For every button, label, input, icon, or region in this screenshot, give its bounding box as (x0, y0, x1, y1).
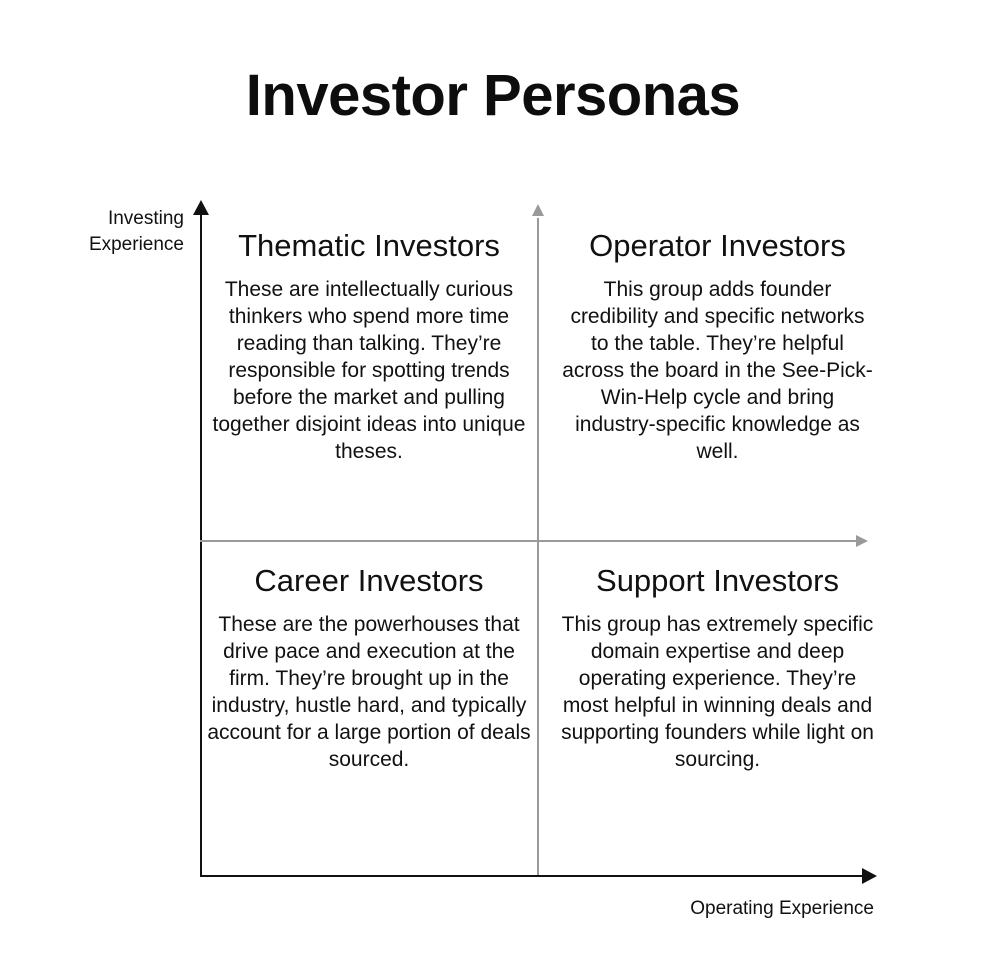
quadrant-title: Career Investors (254, 563, 484, 598)
x-axis-line (200, 875, 868, 877)
quadrant-divider-vertical-arrow-icon (532, 204, 544, 216)
quadrant-divider-horizontal (200, 540, 858, 542)
quadrant-description: This group adds founder credibility and specific networks to the table. They’re helpful across the board in the See-Pick-Win-Help cycle and bring industry-specific knowledge as well. (562, 277, 873, 463)
quadrant-divider-vertical (537, 218, 539, 875)
quadrant-description: These are the powerhouses that drive pace and execution at the firm. They’re brought up in the industry, hustle hard, and typically account for a large portion of deals sourced. (207, 612, 531, 771)
quadrant-description: This group has extremely specific domain expertise and deep operating experience. They’re most helpful in winning deals and supporting founders while light on sourcing. (561, 612, 874, 771)
quadrant-career-investors (206, 563, 532, 773)
y-axis-line (200, 212, 202, 877)
y-axis-label: Investing Experience (88, 208, 184, 255)
quadrant-support-investors (560, 563, 875, 773)
quadrant-description: These are intellectually curious thinkers who spend more time reading than talking. They’re responsible for spotting trends before the market and pulling together disjoint ideas into unique theses. (212, 277, 526, 463)
x-axis-label: Operating Experience (690, 898, 874, 919)
quadrant-title: Thematic Investors (238, 228, 500, 263)
quadrant-divider-horizontal-arrow-icon (856, 535, 868, 547)
page-title: Investor Personas (245, 63, 741, 128)
quadrant-title: Support Investors (596, 563, 839, 598)
quadrant-thematic-investors (206, 228, 532, 465)
y-axis-arrow-icon (193, 200, 209, 215)
quadrant-title: Operator Investors (589, 228, 846, 263)
x-axis-arrow-icon (862, 868, 877, 884)
quadrant-operator-investors (560, 228, 875, 465)
